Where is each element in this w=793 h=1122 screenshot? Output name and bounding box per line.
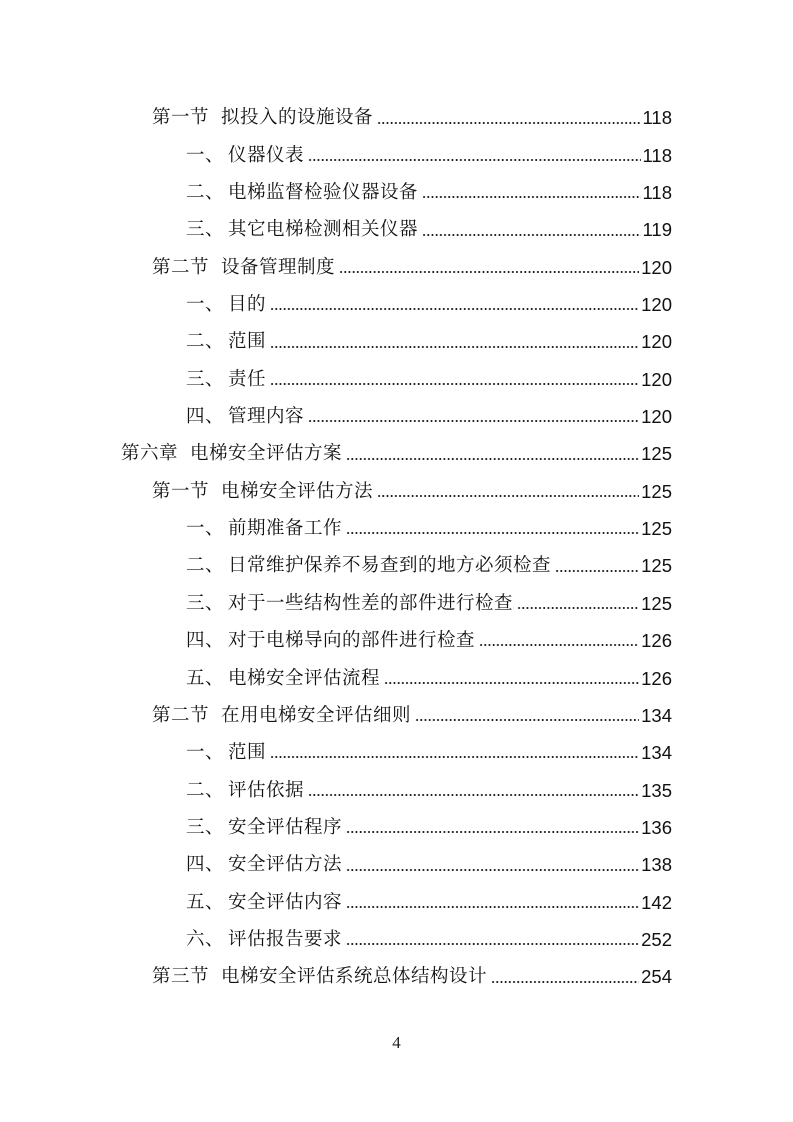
dot-leader: [270, 307, 639, 311]
toc-entry[interactable]: [186, 361, 672, 398]
dot-leader: [346, 830, 639, 834]
dot-leader: [377, 494, 639, 498]
toc-entry-page: 126: [641, 630, 672, 652]
toc-entry-number: 二、: [186, 181, 225, 203]
toc-entry-page: 254: [641, 966, 672, 988]
dot-leader: [422, 195, 640, 199]
dot-leader: [346, 905, 639, 909]
toc-entry-page: 125: [641, 480, 672, 502]
toc-entry-number: 第三节: [152, 966, 210, 988]
toc-entry-page: 142: [641, 891, 672, 913]
toc-entry-number: 五、: [186, 891, 225, 913]
toc-entry-number: 三、: [186, 219, 225, 241]
toc-entry-page: 120: [641, 294, 672, 315]
toc-entry-page: 126: [641, 667, 672, 689]
toc-entry[interactable]: [186, 772, 672, 809]
toc-entry-page: 120: [641, 256, 672, 278]
dot-leader: [308, 419, 639, 423]
toc-entry-title: 管理内容: [228, 406, 305, 428]
toc-entry-number: 第一节: [152, 107, 210, 129]
toc-entry[interactable]: [186, 511, 672, 548]
toc-entry[interactable]: [186, 586, 672, 623]
toc-entry-page: 119: [642, 219, 672, 241]
toc-entry-title: 安全评估程序: [228, 816, 343, 838]
dot-leader: [270, 345, 639, 349]
dot-leader: [339, 270, 639, 274]
dot-leader: [346, 457, 639, 461]
toc-entry-title: 拟投入的设施设备: [221, 107, 374, 129]
toc-entry[interactable]: [152, 249, 672, 286]
toc-entry-number: 第一节: [152, 480, 210, 502]
toc-entry[interactable]: [186, 324, 672, 361]
dot-leader: [491, 980, 639, 984]
toc-entry-page: 118: [642, 107, 672, 129]
toc-entry-number: 四、: [186, 406, 225, 428]
toc-entry-number: 第二节: [152, 704, 210, 726]
toc-entry-title: 电梯安全评估方案: [190, 443, 343, 465]
dot-leader: [270, 382, 639, 386]
toc-entry-title: 对于一些结构性差的部件进行检查: [228, 592, 514, 614]
toc-entry-number: 一、: [186, 294, 225, 315]
toc-entry-title: 电梯监督检验仪器设备: [228, 181, 419, 203]
toc-entry-page: 120: [641, 406, 672, 428]
toc-entry[interactable]: [186, 810, 672, 847]
toc-entry-title: 安全评估方法: [228, 854, 343, 876]
toc-entry-number: 五、: [186, 667, 225, 689]
toc-entry[interactable]: [186, 922, 672, 959]
dot-leader: [415, 718, 639, 722]
toc-entry[interactable]: [186, 137, 672, 174]
dot-leader: [479, 643, 639, 647]
toc-entry-page: 136: [641, 816, 672, 838]
dot-leader: [346, 868, 639, 872]
toc-entry-title: 前期准备工作: [228, 518, 343, 540]
toc-entry-page: 125: [641, 518, 672, 540]
toc-entry-page: 125: [641, 555, 672, 577]
toc-entry-title: 对于电梯导向的部件进行检查: [228, 630, 476, 652]
toc-entry-title: 范围: [228, 331, 267, 353]
dot-leader: [422, 233, 640, 237]
dot-leader: [308, 793, 639, 797]
toc-entry-number: 一、: [186, 518, 225, 540]
toc-entry-title: 日常维护保养不易查到的地方必须检查: [228, 555, 552, 577]
toc-entry-number: 六、: [186, 928, 225, 950]
toc-entry-number: 三、: [186, 368, 225, 390]
toc-entry-page: 125: [641, 592, 672, 614]
dot-leader: [270, 755, 639, 759]
dot-leader: [377, 121, 640, 125]
toc-entry-title: 电梯安全评估方法: [221, 480, 374, 502]
toc-entry-number: 三、: [186, 816, 225, 838]
toc-entry-number: 二、: [186, 779, 225, 801]
toc-entry-page: 118: [642, 181, 672, 203]
toc-entry-title: 目的: [228, 294, 267, 315]
dot-leader: [517, 606, 639, 610]
toc-entry[interactable]: [186, 623, 672, 660]
toc-entry-number: 第六章: [121, 443, 179, 465]
toc-entry-page: 252: [641, 928, 672, 950]
toc-entry[interactable]: [186, 660, 672, 697]
toc-entry[interactable]: [186, 399, 672, 436]
toc-entry[interactable]: [186, 212, 672, 249]
toc-entry-title: 评估依据: [228, 779, 305, 801]
toc-entry-page: 135: [641, 779, 672, 801]
toc-entry-title: 仪器仪表: [228, 144, 305, 166]
toc-entry-number: 四、: [186, 854, 225, 876]
toc-entry-page: 120: [641, 368, 672, 390]
toc-entry[interactable]: [186, 847, 672, 884]
toc-entry[interactable]: [186, 884, 672, 921]
toc-entry[interactable]: [186, 287, 672, 324]
toc-entry-number: 一、: [186, 742, 225, 764]
toc-entry[interactable]: [121, 436, 672, 473]
toc-entry-title: 电梯安全评估流程: [228, 667, 381, 689]
toc-entry-number: 二、: [186, 331, 225, 353]
dot-leader: [346, 531, 639, 535]
toc-entry-title: 范围: [228, 742, 267, 764]
dot-leader: [555, 569, 639, 573]
toc-entry[interactable]: [152, 100, 672, 137]
toc-entry-page: 134: [641, 742, 672, 764]
toc-entry-title: 电梯安全评估系统总体结构设计: [221, 966, 488, 988]
dot-leader: [384, 681, 639, 685]
toc-entry-title: 评估报告要求: [228, 928, 343, 950]
toc-entry-page: 138: [641, 854, 672, 876]
toc-entry-title: 在用电梯安全评估细则: [221, 704, 412, 726]
toc-entry-page: 120: [641, 331, 672, 353]
toc-entry-number: 二、: [186, 555, 225, 577]
toc-entry-title: 设备管理制度: [221, 256, 336, 278]
toc-entry[interactable]: [152, 474, 672, 511]
toc-entry[interactable]: [186, 735, 672, 772]
toc-entry-title: 责任: [228, 368, 267, 390]
toc-entry-page: 118: [642, 144, 672, 166]
page-number: 4: [392, 1033, 401, 1052]
dot-leader: [308, 158, 640, 162]
toc-entry[interactable]: [152, 698, 672, 735]
toc-entry-title: 其它电梯检测相关仪器: [228, 219, 419, 241]
toc-entry-title: 安全评估内容: [228, 891, 343, 913]
dot-leader: [346, 942, 639, 946]
toc-entry-page: 125: [641, 443, 672, 465]
toc-entry-number: 三、: [186, 592, 225, 614]
toc-entry-number: 第二节: [152, 256, 210, 278]
toc-entry[interactable]: [186, 175, 672, 212]
toc-entry[interactable]: [152, 959, 672, 996]
toc-entry-number: 四、: [186, 630, 225, 652]
toc-entry-number: 一、: [186, 144, 225, 166]
toc-entry-page: 134: [641, 704, 672, 726]
toc-entry[interactable]: [186, 548, 672, 585]
